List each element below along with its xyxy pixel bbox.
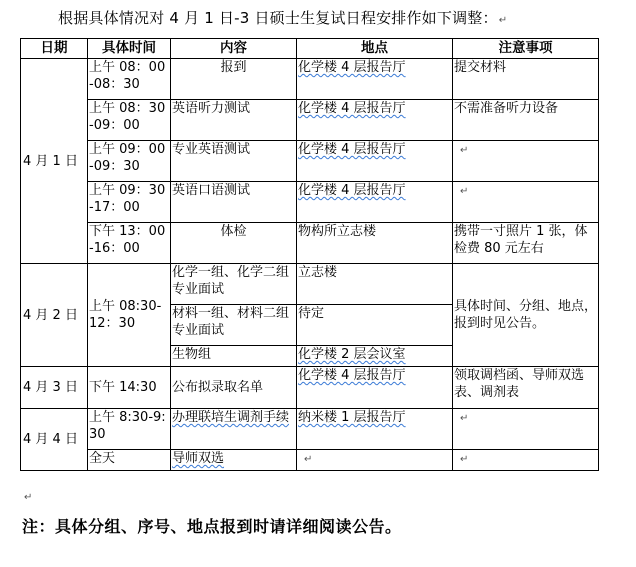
table-row: [21, 367, 599, 409]
date-cell-day3: 4 月 3 日: [21, 367, 88, 409]
content-cell: 专业英语测试: [171, 141, 297, 182]
schedule-table: [20, 38, 599, 471]
date-cell-day4: 4 月 4 日: [21, 409, 88, 471]
time-cell: 上午 09：30-17：00: [88, 182, 171, 223]
content-cell: 生物组: [171, 346, 297, 367]
content-cell: [171, 450, 297, 471]
paragraph-mark-icon: ↵: [498, 15, 508, 26]
location-cell: [297, 100, 453, 141]
location-text: 化学楼 2 层会议室: [298, 347, 406, 362]
location-cell: 立志楼: [297, 264, 453, 305]
time-cell: 下午 13：00-16：00: [88, 223, 171, 264]
time-cell: 上午 08：00-08：30: [88, 59, 171, 100]
notes-cell: 不需准备听力设备: [453, 100, 599, 141]
content-cell: 材料一组、材料二组专业面试: [171, 305, 297, 346]
date-cell-day1: 4 月 1 日: [21, 59, 88, 264]
content-cell: 体检: [171, 223, 297, 264]
footnote: 注：具体分组、序号、地点报到时请详细阅读公告。: [22, 517, 402, 536]
title-text: 根据具体情况对 4 月 1 日-3 日硕士生复试日程安排作如下调整：: [58, 9, 498, 27]
table-row: [21, 141, 599, 182]
table-row: [21, 409, 599, 450]
paragraph-mark-icon: ↵: [460, 186, 469, 197]
table-row: [21, 264, 599, 305]
location-cell: [297, 141, 453, 182]
table-row: [21, 450, 599, 471]
time-cell: 下午 14:30: [88, 367, 171, 409]
location-cell: [297, 346, 453, 367]
content-cell: [171, 409, 297, 450]
table-row: [21, 223, 599, 264]
header-content: 内容: [171, 39, 297, 59]
location-cell: [297, 367, 453, 409]
table-header-row: [21, 39, 599, 59]
content-text: 办理联培生调剂手续: [172, 410, 290, 425]
notes-cell: [453, 450, 599, 471]
location-cell: 物构所立志楼: [297, 223, 453, 264]
location-text: 化学楼 4 层报告厅: [298, 183, 406, 198]
paragraph-mark-icon: ↵: [460, 454, 469, 465]
header-date: 日期: [21, 39, 88, 59]
table-row: [21, 59, 599, 100]
table-row: [21, 182, 599, 223]
paragraph-mark-icon: ↵: [460, 145, 469, 156]
time-cell: 上午 8:30-9:30: [88, 409, 171, 450]
location-cell: [297, 409, 453, 450]
content-cell: 化学一组、化学二组专业面试: [171, 264, 297, 305]
paragraph-mark-icon: ↵: [304, 454, 313, 465]
notes-cell: [453, 141, 599, 182]
time-cell: 上午 09：00-09：30: [88, 141, 171, 182]
time-cell: 上午 08:30-12：30: [88, 264, 171, 367]
date-cell-day2: 4 月 2 日: [21, 264, 88, 367]
header-notes: 注意事项: [453, 39, 599, 59]
location-cell: [297, 59, 453, 100]
document-title: [58, 8, 507, 31]
content-cell: 公布拟录取名单: [171, 367, 297, 409]
location-cell: 待定: [297, 305, 453, 346]
content-cell: 报到: [171, 59, 297, 100]
time-cell: 全天: [88, 450, 171, 471]
location-cell: [297, 450, 453, 471]
notes-cell: 携带一寸照片 1 张，体检费 80 元左右: [453, 223, 599, 264]
notes-cell: [453, 409, 599, 450]
content-cell: 英语听力测试: [171, 100, 297, 141]
location-text: 化学楼 4 层报告厅: [298, 142, 406, 157]
content-text: 导师双选: [172, 451, 225, 466]
time-cell: 上午 08：30-09：00: [88, 100, 171, 141]
paragraph-mark-icon: ↵: [24, 492, 33, 503]
table-row: [21, 100, 599, 141]
location-cell: [297, 182, 453, 223]
location-text: 化学楼 4 层报告厅: [298, 368, 406, 383]
notes-cell: [453, 182, 599, 223]
location-text: 化学楼 4 层报告厅: [298, 101, 406, 116]
location-text: 纳米楼 1 层报告厅: [298, 410, 406, 425]
notes-cell: 领取调档函、导师双选表、调剂表: [453, 367, 599, 409]
header-time: 具体时间: [88, 39, 171, 59]
paragraph-mark-icon: ↵: [460, 413, 469, 424]
header-location: 地点: [297, 39, 453, 59]
content-cell: 英语口语测试: [171, 182, 297, 223]
notes-cell: 提交材料: [453, 59, 599, 100]
location-text: 化学楼 4 层报告厅: [298, 60, 406, 75]
notes-cell: 具体时间、分组、地点，报到时见公告。: [453, 264, 599, 367]
